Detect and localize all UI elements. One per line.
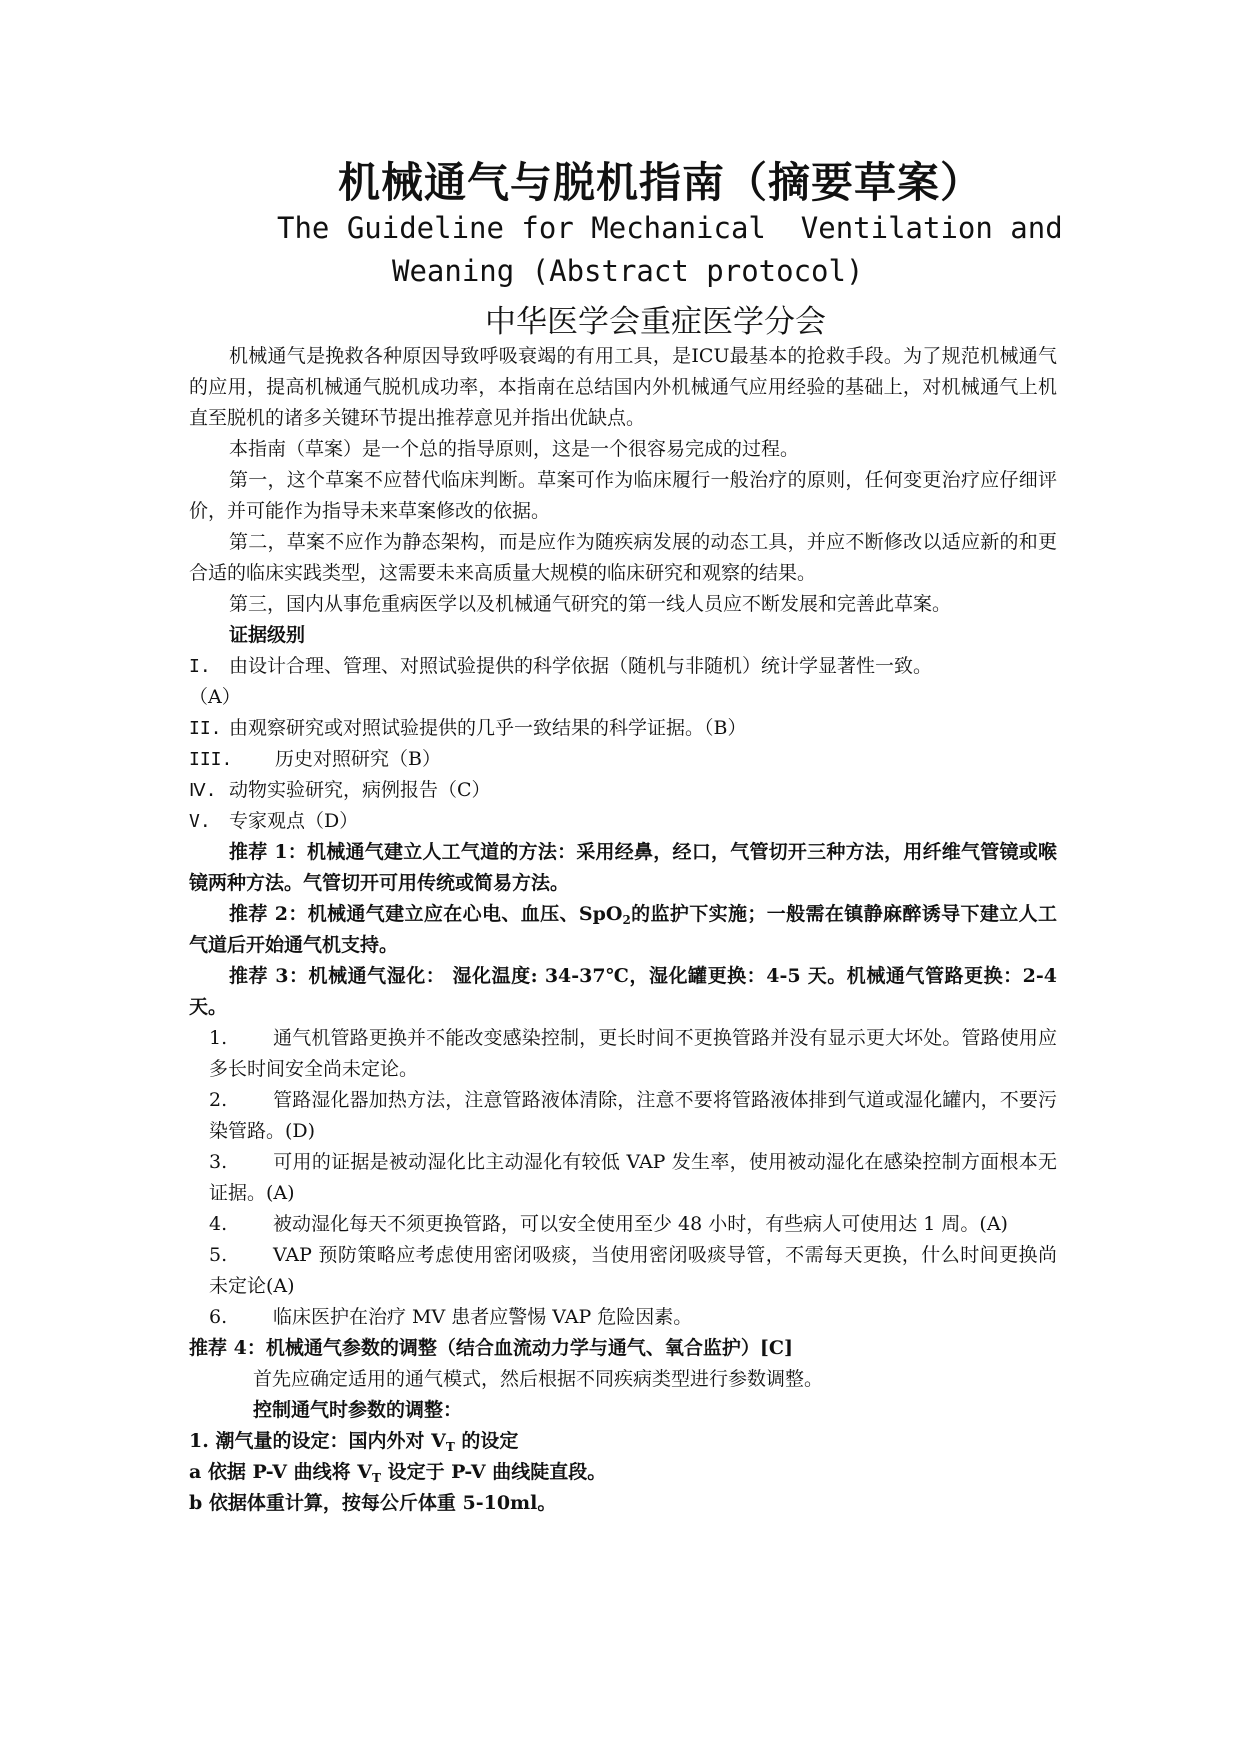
intro-paragraph: 机械通气是挽救各种原因导致呼吸衰竭的有用工具，是ICU最基本的抢救手段。为了规范机械通气的应用，提高机械通气脱机成功率，本指南在总结国内外机械通气应用经验的基础上，对机械通气上机直至脱机的诸多关键环节提出推荐意见并指出优缺点。 [189,345,1057,429]
intro-paragraph: 第三，国内从事危重病医学以及机械通气研究的第一线人员应不断发展和完善此草案。 [229,593,952,615]
list-number: 2. [209,1089,228,1111]
list-item [189,1240,1057,1302]
list-item [189,1023,1057,1085]
author-organization: 中华医学会重症医学分会 [485,304,826,340]
evidence-level-text: 由观察研究或对照试验提供的几乎一致结果的科学证据。（B） [229,717,747,739]
list-number: 5. [209,1244,228,1266]
evidence-level-text: 由设计合理、管理、对照试验提供的科学依据（随机与非随机）统计学显著性一致。 [229,655,933,677]
list-item-text: 通气机管路更换并不能改变感染控制，更长时间不更换管路并没有显示更大坏处。管路使用应多长时间安全尚未定论。 [209,1027,1057,1080]
evidence-level-text: 专家观点（D） [229,810,359,832]
document-title: 机械通气与脱机指南（摘要草案） [337,158,983,207]
list-item [189,1085,1057,1147]
evidence-level-item [189,651,1057,713]
list-item [189,1302,1057,1333]
evidence-level-item [189,775,1057,806]
evidence-level-text: 动物实验研究，病例报告（C） [229,779,491,801]
list-item [189,1209,1057,1240]
recommendation-4-intro: 首先应确定适用的通气模式，然后根据不同疾病类型进行参数调整。 [253,1368,824,1390]
tidal-volume-item-b: b 依据体重计算，按每公斤体重 5-10ml。 [189,1492,557,1514]
subscript: T [372,1471,381,1485]
subscript: T [445,1440,455,1454]
intro-paragraph: 第一，这个草案不应替代临床判断。草案可作为临床履行一般治疗的原则，任何变更治疗应仔细评价，并可能作为指导未来草案修改的依据。 [189,469,1057,522]
subscript: 2 [622,913,631,927]
list-number: 1. [209,1027,228,1049]
list-item-text: VAP 预防策略应考虑使用密闭吸痰，当使用密闭吸痰导管，不需每天更换，什么时间更换尚未定论(A) [209,1244,1057,1297]
evidence-level-text: 历史对照研究（B） [275,748,441,770]
evidence-level-key: II. [189,718,222,739]
evidence-level-key: Ⅳ. [189,780,217,801]
english-title-line-1: The Guideline for Mechanical Ventilation and [277,211,1063,245]
list-item-text: 管路湿化器加热方法，注意管路液体清除，注意不要将管路液体排到气道或湿化罐内，不要污染管路。(D) [209,1089,1057,1142]
list-number: 3. [209,1151,228,1173]
recommendation-3: 推荐 3：机械通气湿化： 湿化温度: 34-37℃，湿化罐更换：4-5 天。机械通气管路更换：2-4 天。 [189,965,1057,1018]
english-title-line-2: Weaning (Abstract protocol) [392,254,864,288]
tidal-volume-item-text: 设定于 P-V 曲线陡直段。 [380,1461,607,1483]
evidence-level-key: V. [189,811,211,832]
tidal-volume-item-text: a 依据 P-V 曲线将 V [189,1461,373,1483]
recommendation-1: 推荐 1：机械通气建立人工气道的方法：采用经鼻，经口，气管切开三种方法，用纤维气管镜或喉镜两种方法。气管切开可用传统或简易方法。 [189,841,1057,894]
tidal-volume-heading-text: 的设定 [454,1430,519,1452]
list-item-text: 临床医护在治疗 MV 患者应警惕 VAP 危险因素。 [273,1306,693,1328]
evidence-level-item [189,744,1057,775]
list-number: 4. [209,1213,228,1235]
evidence-level-item [189,713,1057,744]
evidence-level-key: I. [189,656,211,677]
intro-paragraph: 第二，草案不应作为静态架构，而是应作为随疾病发展的动态工具，并应不断修改以适应新的和更合适的临床实践类型，这需要未来高质量大规模的临床研究和观察的结果。 [189,531,1057,584]
tidal-volume-heading-text: 1. 潮气量的设定：国内外对 V [189,1430,446,1452]
list-item-text: 可用的证据是被动湿化比主动湿化有较低 VAP 发生率，使用被动湿化在感染控制方面根本无证据。(A) [209,1151,1057,1204]
evidence-level-item [189,806,1057,837]
intro-paragraph: 本指南（草案）是一个总的指导原则，这是一个很容易完成的过程。 [229,438,800,460]
list-item-text: 被动湿化每天不须更换管路，可以安全使用至少 48 小时，有些病人可使用达 1 周。(A) [273,1213,1008,1235]
control-ventilation-heading: 控制通气时参数的调整： [253,1399,463,1421]
evidence-level-key: III. [189,749,233,770]
tidal-volume-heading [189,1426,1057,1457]
recommendation-2-text: 的监护下实施；一般需在镇静麻醉诱导下建立人工气道后开始通气机支持。 [189,903,1057,956]
evidence-heading: 证据级别 [229,624,306,646]
recommendation-2-text: 推荐 2：机械通气建立应在心电、血压、SpO [229,903,623,925]
list-number: 6. [209,1306,228,1328]
list-item [189,1147,1057,1209]
tidal-volume-item-a [189,1457,1057,1488]
recommendation-4: 推荐 4：机械通气参数的调整（结合血流动力学与通气、氧合监护）[C] [189,1337,793,1359]
evidence-level-continuation: （A） [189,686,241,708]
recommendation-2 [189,899,1057,961]
document-body [189,341,1057,1519]
